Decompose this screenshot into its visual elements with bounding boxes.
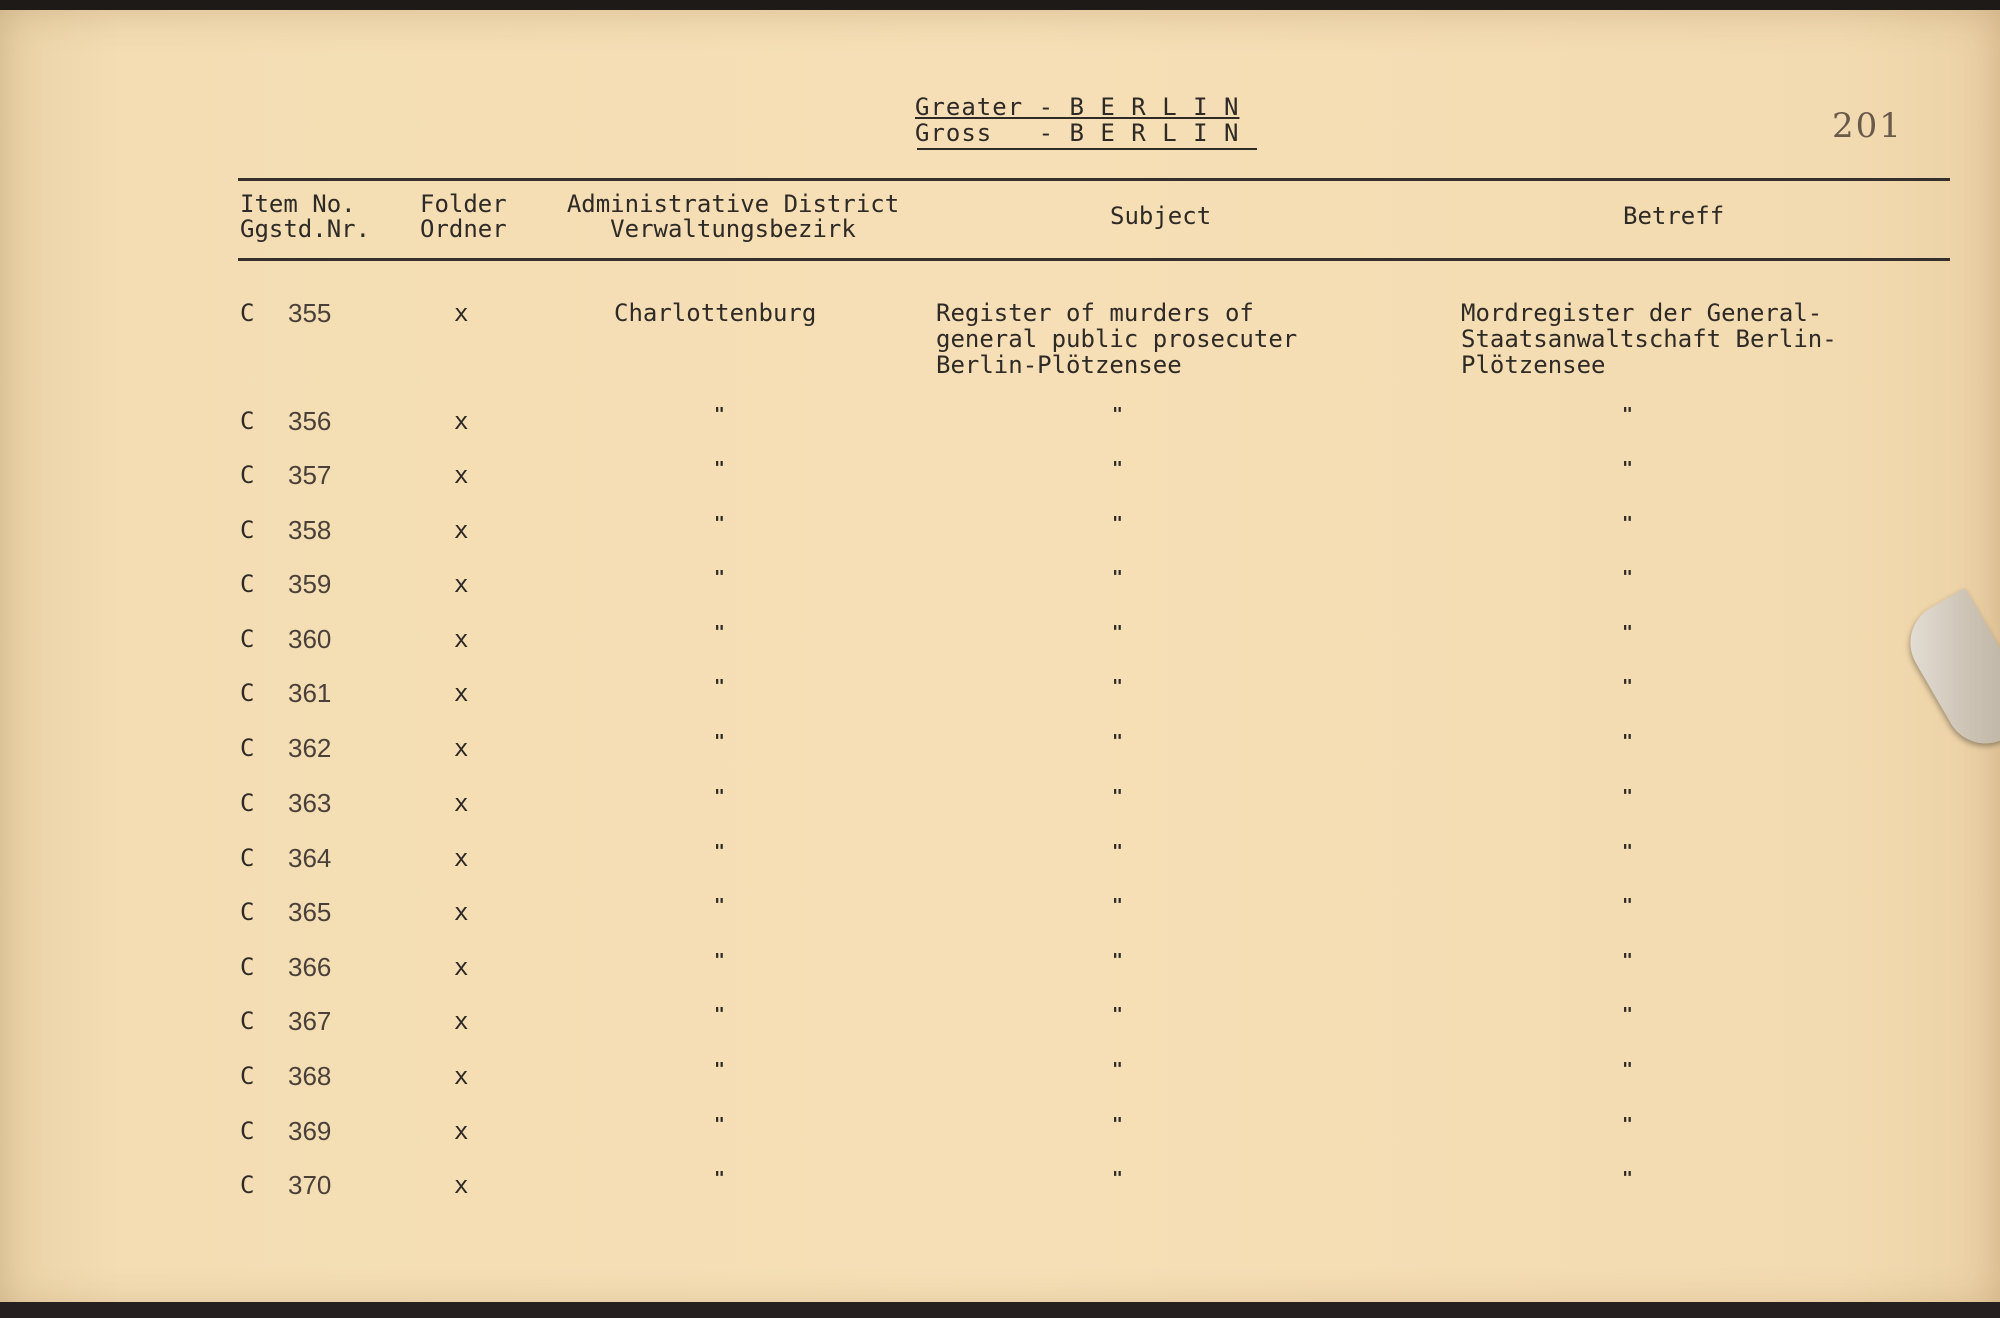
item-prefix: C — [240, 407, 255, 435]
table-row — [0, 786, 2000, 830]
item-prefix: C — [240, 734, 255, 762]
item-prefix: C — [240, 789, 255, 817]
column-header-folder — [420, 192, 507, 242]
district-ditto: " — [714, 622, 725, 643]
item-number: 357 — [288, 460, 332, 490]
item-prefix: C — [240, 679, 255, 707]
folder-mark: x — [454, 1007, 469, 1035]
folder-mark: x — [454, 844, 469, 872]
column-header-district-de: Verwaltungsbezirk — [610, 215, 856, 243]
header-top-rule — [238, 178, 1950, 181]
district-ditto: " — [714, 895, 725, 916]
district-ditto: " — [714, 676, 725, 697]
table-row — [0, 458, 2000, 502]
title-german: Gross - B E R L I N — [915, 119, 1240, 147]
betreff-ditto: " — [1622, 1004, 1633, 1025]
item-number: 363 — [288, 788, 332, 818]
table-row — [0, 731, 2000, 775]
subject-ditto: " — [1112, 567, 1123, 588]
district-ditto: " — [714, 1004, 725, 1025]
subject-ditto: " — [1112, 676, 1123, 697]
folder-mark: x — [454, 461, 469, 489]
subject-ditto: " — [1112, 1168, 1123, 1189]
betreff-ditto: " — [1622, 731, 1633, 752]
subject-line: general public prosecuter — [936, 325, 1298, 353]
subject-ditto: " — [1112, 731, 1123, 752]
subject-ditto: " — [1112, 1004, 1123, 1025]
subject-ditto: " — [1112, 786, 1123, 807]
betreff-ditto: " — [1622, 676, 1633, 697]
page-clip — [1896, 588, 2000, 758]
betreff-ditto: " — [1622, 458, 1633, 479]
top-edge — [0, 0, 2000, 10]
district-cell: Charlottenburg — [614, 299, 817, 327]
betreff-ditto: " — [1622, 1059, 1633, 1080]
subject-line: Berlin-Plötzensee — [936, 351, 1182, 379]
item-number: 359 — [288, 569, 332, 599]
column-header-folder-de: Ordner — [420, 215, 507, 243]
column-header-item-de: Ggstd.Nr. — [240, 215, 371, 243]
table-row — [0, 676, 2000, 720]
item-number: 356 — [288, 406, 332, 436]
betreff-ditto: " — [1622, 622, 1633, 643]
column-header-district-en: Administrative District — [566, 190, 900, 218]
betreff-ditto: " — [1622, 1114, 1633, 1135]
table-row — [0, 1168, 2000, 1212]
betreff-ditto: " — [1622, 404, 1633, 425]
betreff-ditto: " — [1622, 895, 1633, 916]
betreff-line: Staatsanwaltschaft Berlin- — [1461, 325, 1837, 353]
item-number: 355 — [288, 298, 332, 328]
item-number: 364 — [288, 843, 332, 873]
item-number: 365 — [288, 897, 332, 927]
item-number: 362 — [288, 733, 332, 763]
table-row — [0, 950, 2000, 994]
item-prefix: C — [240, 953, 255, 981]
column-header-subject: Subject — [1110, 202, 1212, 230]
item-prefix: C — [240, 844, 255, 872]
folder-mark: x — [454, 625, 469, 653]
item-prefix: C — [240, 625, 255, 653]
item-prefix: C — [240, 1062, 255, 1090]
subject-ditto: " — [1112, 841, 1123, 862]
district-ditto: " — [714, 404, 725, 425]
district-ditto: " — [714, 458, 725, 479]
folder-mark: x — [454, 789, 469, 817]
item-number: 368 — [288, 1061, 332, 1091]
betreff-ditto: " — [1622, 950, 1633, 971]
item-number: 367 — [288, 1006, 332, 1036]
betreff-ditto: " — [1622, 841, 1633, 862]
folder-mark: x — [454, 516, 469, 544]
table-row — [0, 404, 2000, 448]
subject-ditto: " — [1112, 622, 1123, 643]
folder-mark: x — [454, 1171, 469, 1199]
district-ditto: " — [714, 1059, 725, 1080]
table-row — [0, 1114, 2000, 1158]
item-number: 366 — [288, 952, 332, 982]
item-number: 358 — [288, 515, 332, 545]
column-header-item-en: Item No. — [240, 190, 356, 218]
title-english: Greater - B E R L I N — [915, 93, 1240, 121]
district-ditto: " — [714, 567, 725, 588]
document-page — [0, 10, 2000, 1310]
item-prefix: C — [240, 1171, 255, 1199]
item-prefix: C — [240, 516, 255, 544]
subject-ditto: " — [1112, 895, 1123, 916]
title-block — [915, 94, 1275, 146]
column-header-item — [240, 192, 370, 242]
item-prefix: C — [240, 1117, 255, 1145]
betreff-ditto: " — [1622, 1168, 1633, 1189]
betreff-line: Plötzensee — [1461, 351, 1606, 379]
district-ditto: " — [714, 841, 725, 862]
table-row — [0, 513, 2000, 557]
folder-mark: x — [454, 1117, 469, 1145]
item-number: 369 — [288, 1116, 332, 1146]
district-ditto: " — [714, 1168, 725, 1189]
folder-mark: x — [454, 679, 469, 707]
folder-mark: x — [454, 570, 469, 598]
folder-mark: x — [454, 299, 469, 327]
folder-mark: x — [454, 407, 469, 435]
item-prefix: C — [240, 898, 255, 926]
table-row — [0, 567, 2000, 611]
subject-ditto: " — [1112, 1114, 1123, 1135]
betreff-cell — [1461, 300, 1837, 378]
district-ditto: " — [714, 513, 725, 534]
table-row — [0, 895, 2000, 939]
table-row — [0, 1004, 2000, 1048]
betreff-line: Mordregister der General- — [1461, 299, 1823, 327]
item-number: 361 — [288, 678, 332, 708]
table-row — [0, 1059, 2000, 1103]
column-header-district — [548, 192, 918, 242]
title-underline — [917, 148, 1257, 150]
item-prefix: C — [240, 570, 255, 598]
item-prefix: C — [240, 461, 255, 489]
item-number: 370 — [288, 1170, 332, 1200]
item-number: 360 — [288, 624, 332, 654]
subject-line: Register of murders of — [936, 299, 1254, 327]
bottom-edge — [0, 1302, 2000, 1318]
betreff-ditto: " — [1622, 513, 1633, 534]
subject-ditto: " — [1112, 950, 1123, 971]
district-ditto: " — [714, 731, 725, 752]
table-row — [0, 298, 2000, 379]
table-row — [0, 622, 2000, 666]
district-ditto: " — [714, 950, 725, 971]
folder-mark: x — [454, 734, 469, 762]
page-number: 201 — [1832, 106, 1903, 146]
subject-ditto: " — [1112, 404, 1123, 425]
betreff-ditto: " — [1622, 786, 1633, 807]
item-prefix: C — [240, 1007, 255, 1035]
subject-ditto: " — [1112, 513, 1123, 534]
betreff-ditto: " — [1622, 567, 1633, 588]
folder-mark: x — [454, 898, 469, 926]
folder-mark: x — [454, 1062, 469, 1090]
district-ditto: " — [714, 1114, 725, 1135]
folder-mark: x — [454, 953, 469, 981]
subject-cell — [936, 300, 1297, 378]
district-ditto: " — [714, 786, 725, 807]
column-header-betreff: Betreff — [1623, 202, 1725, 230]
subject-ditto: " — [1112, 458, 1123, 479]
header-bottom-rule — [238, 258, 1950, 261]
column-header-folder-en: Folder — [420, 190, 507, 218]
subject-ditto: " — [1112, 1059, 1123, 1080]
item-prefix: C — [240, 299, 255, 327]
table-row — [0, 841, 2000, 885]
